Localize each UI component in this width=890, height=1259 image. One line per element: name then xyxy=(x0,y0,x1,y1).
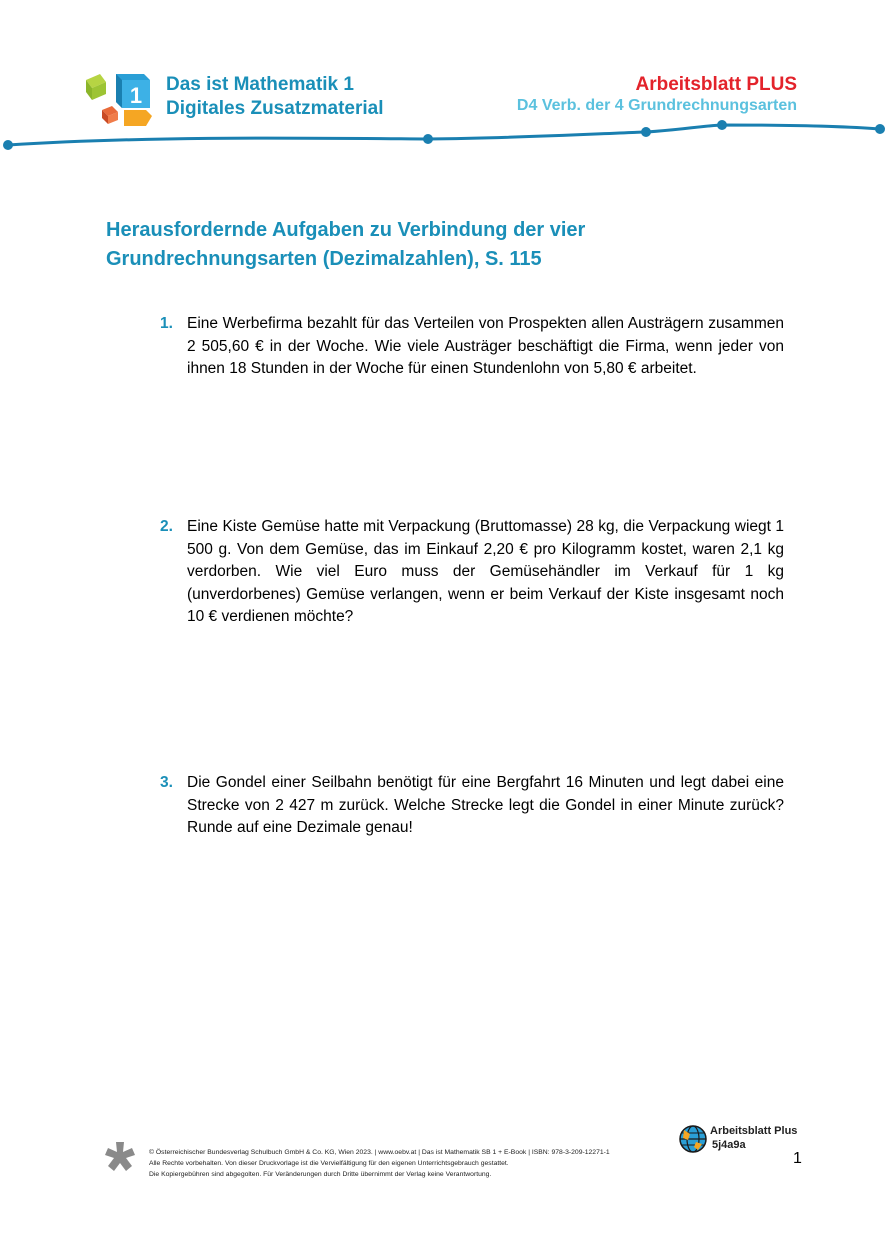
page-number: 1 xyxy=(793,1150,802,1167)
brand-subtitle: Digitales Zusatzmaterial xyxy=(166,98,384,119)
page-title-line: Herausfordernde Aufgaben zu Verbindung der vier xyxy=(106,219,586,241)
task-item xyxy=(160,516,784,629)
task-item xyxy=(160,313,784,381)
sheet-type: Arbeitsblatt PLUS xyxy=(635,74,797,95)
brand-title: Das ist Mathematik 1 xyxy=(166,74,354,95)
sheet-topic: D4 Verb. der 4 Grundrechnungsarten xyxy=(516,97,797,114)
page-title xyxy=(106,216,806,274)
task-number: 2. xyxy=(160,518,173,535)
footer-copyright xyxy=(149,1147,610,1180)
footer-line: © Österreichischer Bundesverlag Schulbuch GmbH & Co. KG, Wien 2023. | www.oebv.at | Das ist Mathematik SB 1 + E-Book | ISBN: 978-3-209-12271-1 xyxy=(149,1149,610,1156)
task-item xyxy=(160,772,784,840)
task-text: Die Gondel einer Seilbahn benötigt für eine Bergfahrt 16 Minuten und legt dabei eine Strecke von 2 427 m zurück. Welche Strecke legt die Gondel in einer Minute zurück? Runde auf eine Dezimale genau! xyxy=(187,774,784,837)
task-number: 1. xyxy=(160,315,173,332)
task-number: 3. xyxy=(160,774,173,791)
task-text: Eine Werbefirma bezahlt für das Verteilen von Prospekten allen Austrägern zusammen 2 505,60 € in der Woche. Wie viele Austräger beschäftigt die Firma, wenn jeder von ihnen 18 Stunden in der Woche für einen Stundenlohn von 5,80 € arbeitet. xyxy=(187,315,784,378)
task-text: Eine Kiste Gemüse hatte mit Verpackung (Bruttomasse) 28 kg, die Verpackung wiegt 1 500 g. Von dem Gemüse, das im Einkauf 2,20 € pro Kilogramm kostet, waren 2,1 kg verdorben. Wie viel Euro muss der Gemüsehändler im Verkauf für 1 kg (unverdorbenes) Gemüse verlangen, wenn er beim Verkauf der Kiste insgesamt noch 10 € verdienen möchte? xyxy=(187,518,784,626)
page-title-line: Grundrechnungsarten (Dezimalzahlen), S. 115 xyxy=(106,248,542,270)
badge-label: Arbeitsblatt Plus xyxy=(710,1125,798,1137)
publisher-logo-icon xyxy=(104,1140,136,1174)
logo-digit: 1 xyxy=(129,83,143,108)
badge-code: 5j4a9a xyxy=(712,1139,746,1151)
footer-line: Die Kopiergebühren sind abgegolten. Für Veränderungen durch Dritte übernimmt der Verlag keine Verantwortung. xyxy=(149,1171,492,1178)
footer-line: Alle Rechte vorbehalten. Von dieser Druckvorlage ist die Vervielfältigung für den eigenen Unterrichtsgebrauch gestattet. xyxy=(149,1160,509,1167)
header-divider xyxy=(0,112,890,162)
globe-icon xyxy=(678,1124,708,1154)
